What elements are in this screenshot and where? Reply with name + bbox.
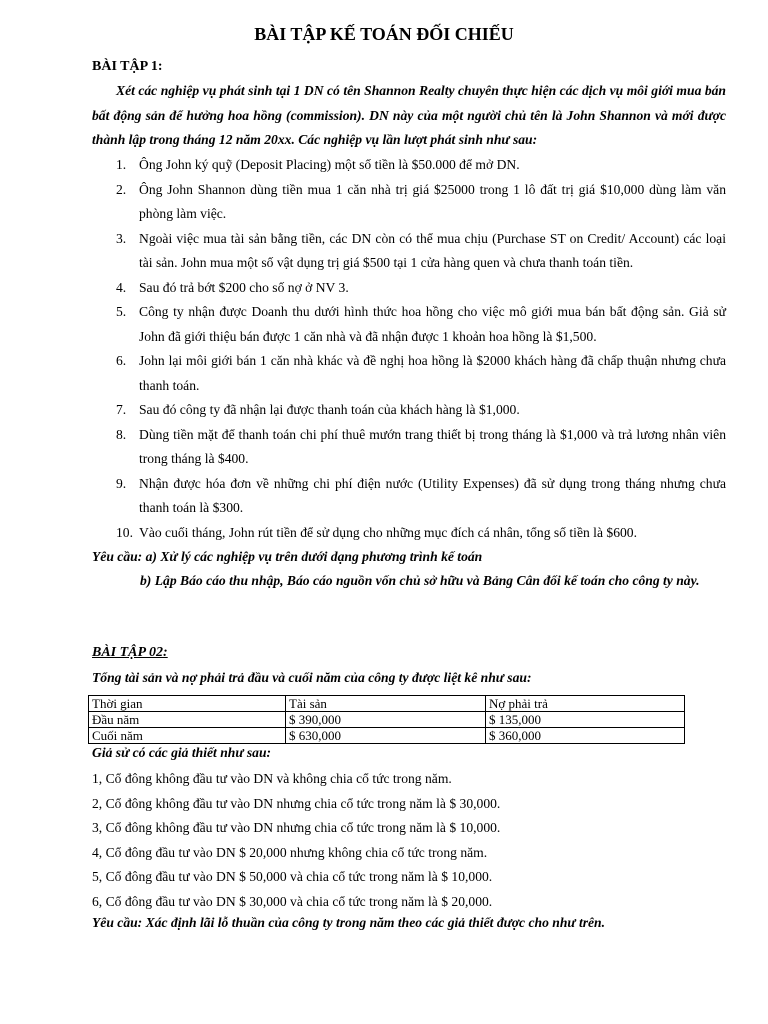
list-item bbox=[92, 398, 726, 423]
list-item-number: 3. bbox=[116, 230, 127, 246]
list-item-number: 10. bbox=[116, 524, 133, 540]
list-item bbox=[92, 349, 726, 398]
list-item: 1, Cổ đông không đầu tư vào DN và không chia cổ tức trong năm. bbox=[92, 771, 452, 786]
exercise-2-intro: Tổng tài sản và nợ phải trả đầu và cuối năm của công ty được liệt kê như sau: bbox=[92, 670, 532, 685]
document-title: BÀI TẬP KẾ TOÁN ĐỐI CHIẾU bbox=[254, 24, 514, 44]
list-item bbox=[92, 178, 726, 227]
list-item: 2, Cổ đông không đầu tư vào DN nhưng chia cổ tức trong năm là $ 30,000. bbox=[92, 795, 501, 811]
list-item bbox=[92, 276, 726, 301]
list-item bbox=[92, 227, 726, 276]
exercise-2-heading: BÀI TẬP 02: bbox=[92, 645, 168, 660]
exercise-2-requirement: Yêu cầu: Xác định lãi lỗ thuần của công ty trong năm theo các giả thiết được cho như trên. bbox=[92, 915, 606, 930]
list-item bbox=[92, 472, 726, 521]
list-item: 3, Cổ đông không đầu tư vào DN nhưng chia cổ tức trong năm là $ 10,000. bbox=[92, 820, 501, 835]
list-item bbox=[92, 153, 726, 178]
list-item-number: 8. bbox=[116, 426, 127, 442]
list-item-text: Ông John Shannon dùng tiền mua 1 căn nhà trị giá $25000 trong 1 lô đất trị giá $10,000 dùng làm văn phòng làm việc. bbox=[139, 181, 726, 221]
list-item: 6, Cổ đông đầu tư vào DN $ 30,000 và chia cổ tức trong năm là $ 20,000. bbox=[92, 893, 493, 909]
list-item-text: Sau đó trả bớt $200 cho số nợ ở NV 3. bbox=[139, 279, 349, 295]
table-cell: Đầu năm bbox=[89, 712, 286, 728]
assumptions-intro: Giả sử có các giả thiết như sau: bbox=[92, 745, 272, 760]
list-item: 5, Cổ đông đầu tư vào DN $ 50,000 và chia cổ tức trong năm là $ 10,000. bbox=[92, 869, 493, 884]
list-item-text: Dùng tiền mặt để thanh toán chi phí thuê mướn trang thiết bị trong tháng là $1,000 và trả lương nhân viên trong tháng là $400. bbox=[139, 426, 726, 466]
table-cell: $ 630,000 bbox=[286, 728, 486, 744]
transaction-list bbox=[92, 153, 726, 545]
table-cell: $ 135,000 bbox=[486, 712, 685, 728]
table-header-cell: Thời gian bbox=[89, 696, 286, 712]
list-item: 4, Cổ đông đầu tư vào DN $ 20,000 nhưng không chia cổ tức trong năm. bbox=[92, 844, 488, 860]
table-header-cell: Tài sản bbox=[286, 696, 486, 712]
list-item-number: 9. bbox=[116, 475, 127, 491]
table-cell: Cuối năm bbox=[89, 728, 286, 744]
list-item-text: Ông John ký quỹ (Deposit Placing) một số tiền là $50.000 để mở DN. bbox=[139, 157, 520, 172]
table-cell: $ 360,000 bbox=[486, 728, 685, 744]
table-row bbox=[89, 728, 685, 744]
assets-liabilities-table bbox=[88, 695, 685, 744]
list-item bbox=[92, 521, 726, 546]
list-item bbox=[92, 300, 726, 349]
exercise-1-requirement-a: Yêu cầu: a) Xử lý các nghiệp vụ trên dưới dạng phương trình kế toán bbox=[92, 549, 483, 564]
list-item-number: 7. bbox=[116, 402, 127, 417]
list-item-text: John lại môi giới bán 1 căn nhà khác và đề nghị hoa hồng là $2000 khách hàng đã chấp thuận nhưng chưa thanh toán. bbox=[139, 353, 726, 393]
list-item-text: Công ty nhận được Doanh thu dưới hình thức hoa hồng cho việc mô giới mua bán bất động sản. Giả sử John đã giới thiệu bán được 1 căn nhà và đã nhận được 1 khoản hoa hồng là $1,500. bbox=[139, 304, 726, 344]
exercise-1-requirement-b: b) Lập Báo cáo thu nhập, Báo cáo nguồn vốn chủ sở hữu và Bảng Cân đối kế toán cho công ty này. bbox=[140, 573, 700, 588]
table-header-cell: Nợ phải trả bbox=[486, 696, 685, 712]
list-item-number: 1. bbox=[116, 157, 127, 172]
list-item-text: Vào cuối tháng, John rút tiền để sử dụng cho những mục đích cá nhân, tổng số tiền là $600. bbox=[139, 524, 637, 540]
list-item-text: Sau đó công ty đã nhận lại được thanh toán của khách hàng là $1,000. bbox=[139, 402, 520, 417]
list-item-text: Ngoài việc mua tài sản bằng tiền, các DN còn có thể mua chịu (Purchase ST on Credit/ Account) các loại tài sản. John mua một số vật dụng trị giá $500 tại 1 cửa hàng quen và chưa thanh toán tiền. bbox=[139, 230, 726, 270]
exercise-1-heading: BÀI TẬP 1: bbox=[92, 59, 163, 74]
list-item-number: 6. bbox=[116, 353, 127, 368]
list-item bbox=[92, 423, 726, 472]
table-cell: $ 390,000 bbox=[286, 712, 486, 728]
assumption-list bbox=[92, 767, 726, 914]
table-header-row bbox=[89, 696, 685, 712]
list-item-text: Nhận được hóa đơn về những chi phí điện nước (Utility Expenses) đã sử dụng trong tháng nhưng chưa thanh toán là $300. bbox=[139, 475, 726, 515]
exercise-1-intro: Xét các nghiệp vụ phát sinh tại 1 DN có tên Shannon Realty chuyên thực hiện các dịch vụ môi giới mua bán bất động sản để hưởng hoa hồng (commission). DN này của một người chủ tên là John Shannon và mới được thành lập trong tháng 12 năm 20xx. Các nghiệp vụ lần lượt phát sinh như sau: bbox=[92, 83, 726, 147]
table-row bbox=[89, 712, 685, 728]
list-item-number: 4. bbox=[116, 279, 127, 295]
list-item-number: 2. bbox=[116, 181, 127, 197]
list-item-number: 5. bbox=[116, 304, 127, 319]
